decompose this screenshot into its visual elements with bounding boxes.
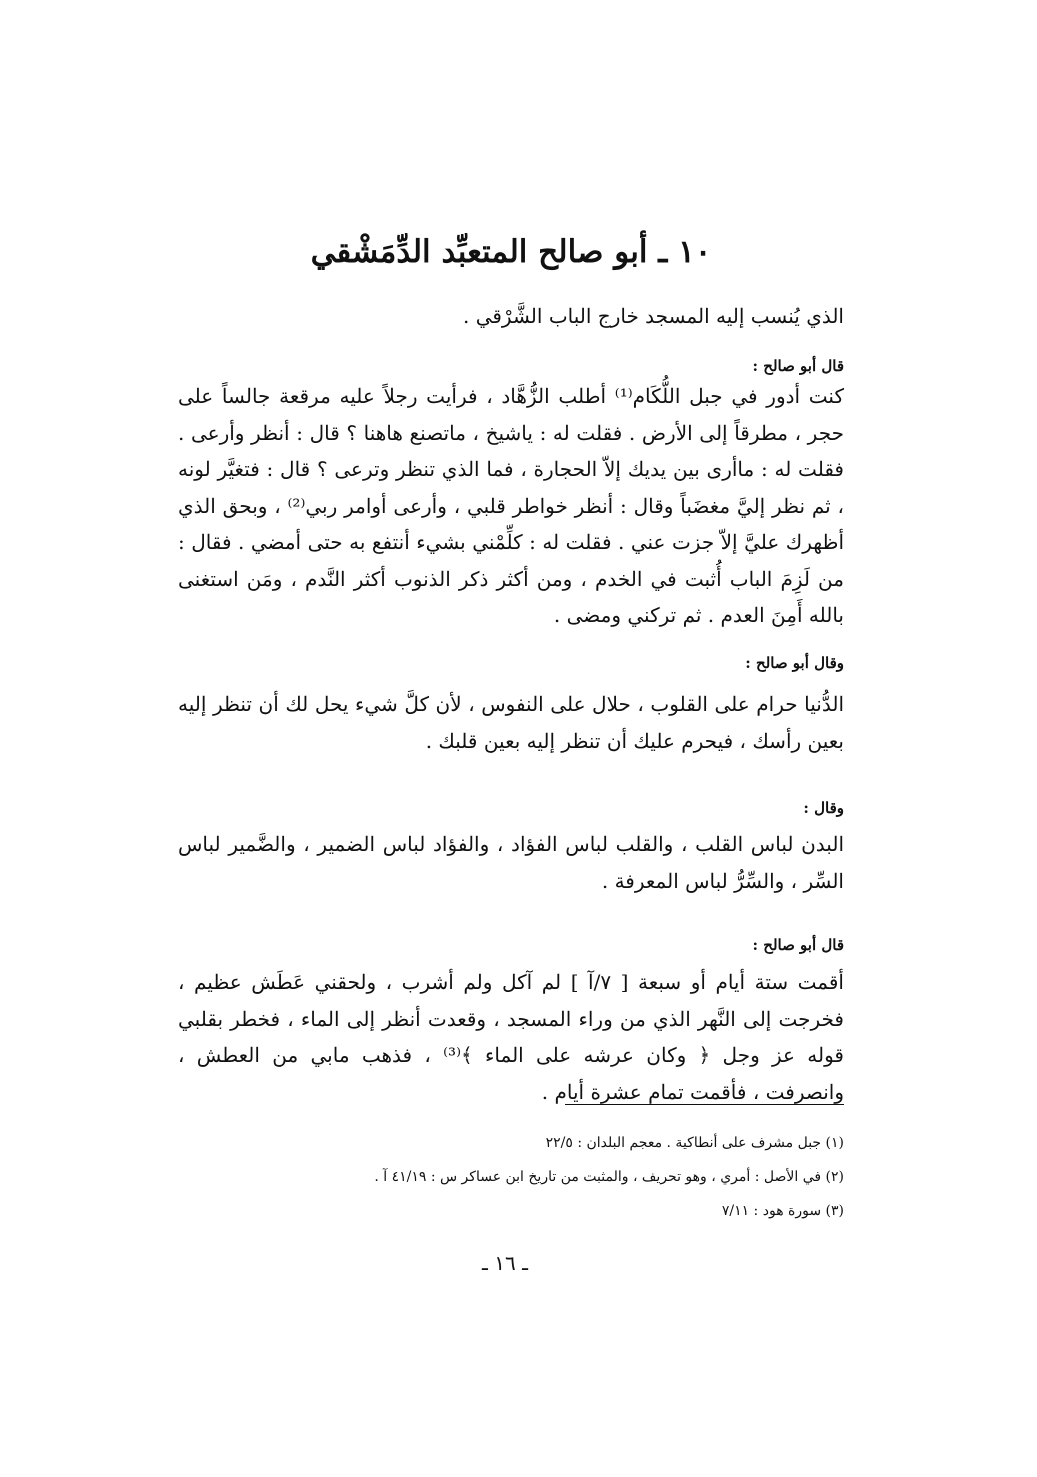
paragraph-3: البدن لباس القلب ، والقلب لباس الفؤاد ، والفؤاد لباس الضمير ، والضَّمير لباس السِّر ، والسِّرُّ لباس المعرفة . — [178, 832, 844, 893]
paragraph-2: الدُّنيا حرام على القلوب ، حلال على النفوس ، لأن كلَّ شيء يحل لك أن تنظر إليه بعين رأسك ، فيحرم عليك أن تنظر إليه بعين قلبك . — [178, 692, 844, 753]
page-number: ـ ١٦ ـ — [482, 1251, 528, 1275]
footnote-3: (٣) سورة هود : ٧/١١ — [721, 1203, 844, 1219]
speaker-label-3: وقال : — [803, 799, 844, 817]
footnotes — [178, 1126, 844, 1228]
speaker-label-4: قال أبو صالح : — [752, 936, 844, 954]
footnote-2: (٢) في الأصل : أمري ، وهو تحريف ، والمثبت من تاريخ ابن عساكر س : ٤١/١٩ آ . — [374, 1169, 844, 1185]
footnote-divider — [565, 1104, 844, 1105]
intro-line: الذي يُنسب إليه المسجد خارج الباب الشَّرْقي . — [462, 304, 844, 328]
speaker-label-2: وقال أبو صالح : — [745, 654, 844, 672]
paragraph-1: كنت أدور في جبل اللُّكَام⁽¹⁾ أطلب الزُّهَّاد ، فرأيت رجلاً عليه مرقعة جالساً على حجر ، مطرقاً إلى الأرض . فقلت له : ياشيخ ، ماتصنع هاهنا ؟ قال : أنظر وأرعى . فقلت له : ماأرى بين يديك إلاّ الحجارة ، فما الذي تنظر وترعى ؟ قال : فتغيَّر لونه ، ثم نظر إليَّ مغضَباً وقال : أنظر خواطر قلبي ، وأرعى أوامر ربي⁽²⁾ ، وبحق الذي أظهرك عليَّ إلاّ جزت عني . فقلت له : كلِّمْني بشيء أنتفع به حتى أمضي . فقال : من لَزِمَ الباب أُثبت في الخدم ، ومن أكثر ذكر الذنوب أكثر النَّدم ، ومَن استغنى بالله أَمِنَ العدم . ثم تركني ومضى . — [178, 384, 844, 627]
paragraph-4: أقمت ستة أيام أو سبعة [ ٧/آ ] لم آكل ولم أشرب ، ولحقني عَطَش عظيم ، فخرجت إلى النَّهر الذي من وراء المسجد ، وقعدت أنظر إلى الماء ، فخطر بقلبي قوله عز وجل ﴿ وكان عرشه على الماء ﴾⁽³⁾ ، فذهب مابي من العطش ، وانصرفت ، فأقمت تمام عشرة أيام . — [178, 970, 844, 1104]
section-title: ١٠ ـ أبو صالح المتعبِّد الدِّمَشْقي — [310, 234, 712, 270]
speaker-label-1: قال أبو صالح : — [752, 357, 844, 375]
footnote-1: (١) جبل مشرف على أنطاكية . معجم البلدان : ٢٢/٥ — [545, 1135, 844, 1151]
